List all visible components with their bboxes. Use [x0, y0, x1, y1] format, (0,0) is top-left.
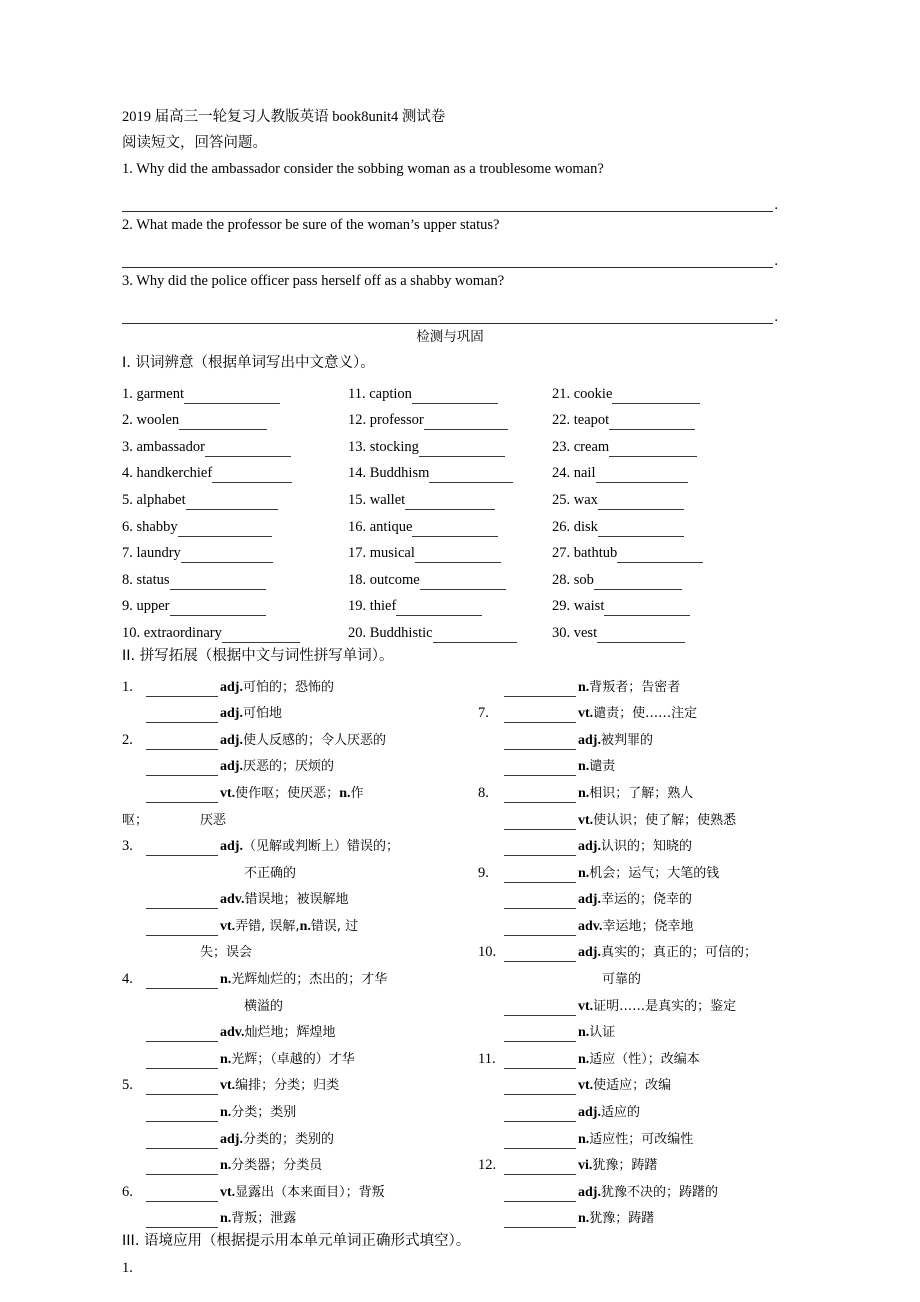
spelling-row	[122, 1122, 478, 1149]
spelling-answer-blank[interactable]	[504, 1189, 576, 1202]
spelling-row-number: 9.	[478, 864, 489, 881]
chinese-gloss: 弄错, 误解,	[235, 918, 300, 934]
vocab-answer-blank[interactable]	[594, 577, 682, 590]
vocab-item	[552, 544, 778, 563]
vocab-word: 8. status	[122, 571, 170, 588]
chinese-gloss: 显露出（本来面目）；背叛	[235, 1184, 385, 1200]
vocab-item	[552, 464, 778, 483]
spelling-row	[478, 803, 778, 830]
vocab-word: 20. Buddhistic	[348, 624, 433, 641]
chinese-gloss: 机会；运气；大笔的钱	[589, 865, 720, 881]
chinese-gloss: 使适应；改编	[593, 1078, 672, 1094]
chinese-gloss: 背叛者；告密者	[589, 679, 681, 695]
part-of-speech: adv.	[220, 892, 245, 908]
chinese-gloss: 适应性；可改编性	[589, 1131, 694, 1147]
chinese-gloss: 相识；了解；熟人	[589, 785, 694, 801]
spelling-answer-blank[interactable]	[504, 843, 576, 856]
vocab-answer-blank[interactable]	[598, 524, 684, 537]
spelling-row	[122, 1175, 478, 1202]
vocab-word: 14. Buddhism	[348, 465, 430, 482]
spelling-row	[478, 909, 778, 936]
part-of-speech: n.	[578, 759, 590, 775]
vocab-word: 21. cookie	[552, 385, 613, 402]
spelling-answer-blank[interactable]	[504, 763, 576, 776]
answer-rule	[122, 310, 773, 324]
spelling-answer-blank[interactable]	[504, 684, 576, 697]
spelling-row-number: 6.	[122, 1183, 133, 1200]
part-of-speech: n.	[578, 1131, 590, 1147]
spelling-answer-blank[interactable]	[504, 1056, 576, 1069]
spelling-wrap-line	[122, 856, 478, 883]
part-of-speech: adj.	[220, 839, 243, 855]
chinese-gloss: 犹豫不决的；踌躇的	[600, 1184, 718, 1200]
vocab-word: 26. disk	[552, 518, 598, 535]
vocab-item	[122, 544, 348, 563]
vocab-answer-blank[interactable]	[598, 497, 684, 510]
spelling-row	[478, 936, 778, 963]
vocab-word: 5. alphabet	[122, 491, 186, 508]
vocab-row	[122, 616, 778, 643]
spelling-row-number: 3.	[122, 838, 133, 855]
spelling-row	[478, 1069, 778, 1096]
answer-period: .	[774, 197, 778, 213]
chinese-gloss: 编排；分类；归类	[235, 1078, 340, 1094]
vocab-answer-blank[interactable]	[612, 391, 700, 404]
vocab-row	[122, 483, 778, 510]
wrap-text-indent: 可靠的	[602, 972, 642, 988]
vocab-answer-blank[interactable]	[222, 630, 300, 643]
answer-period: .	[774, 309, 778, 325]
spelling-answer-blank[interactable]	[504, 870, 576, 883]
section-one-heading: I. 识词辨意（根据单词写出中文意义）。	[122, 355, 375, 371]
spelling-answer-blank[interactable]	[504, 790, 576, 803]
part-of-speech: adv.	[578, 918, 603, 934]
spelling-row	[122, 1149, 478, 1176]
answer-line-2[interactable]	[122, 238, 778, 268]
spelling-row	[478, 750, 778, 777]
spelling-answer-blank[interactable]	[146, 896, 218, 909]
vocab-answer-blank[interactable]	[179, 417, 267, 430]
spelling-answer-blank[interactable]	[504, 1136, 576, 1149]
spelling-row	[122, 1016, 478, 1043]
spelling-answer-blank[interactable]	[504, 923, 576, 936]
vocab-word: 1. garment	[122, 385, 185, 402]
part-of-speech-secondary: n.	[339, 785, 351, 801]
vocab-row	[122, 430, 778, 457]
vocab-answer-blank[interactable]	[212, 470, 292, 483]
chinese-gloss: 谴责；使……注定	[593, 706, 698, 722]
spelling-row	[478, 723, 778, 750]
vocab-item	[122, 518, 348, 537]
spelling-answer-blank[interactable]	[146, 976, 218, 989]
reading-question-2: 2. What made the professor be sure of the woman’s upper status?	[122, 217, 500, 233]
spelling-answer-blank[interactable]	[146, 737, 218, 750]
vocab-word: 13. stocking	[348, 438, 419, 455]
reading-question-3: 3. Why did the police officer pass herself off as a shabby woman?	[122, 273, 505, 289]
part-of-speech: adj.	[578, 732, 601, 748]
spelling-row	[478, 670, 778, 697]
vocab-answer-blank[interactable]	[396, 603, 482, 616]
part-of-speech: n.	[578, 1025, 590, 1041]
vocab-word: 4. handkerchief	[122, 465, 213, 482]
part-of-speech: n.	[220, 972, 232, 988]
vocab-answer-blank[interactable]	[412, 524, 498, 537]
vocab-word: 12. professor	[348, 412, 424, 429]
reading-question-1: 1. Why did the ambassador consider the sobbing woman as a troublesome woman?	[122, 161, 604, 177]
chinese-gloss: 分类；类别	[231, 1105, 297, 1121]
spelling-row	[122, 750, 478, 777]
vocab-item	[348, 571, 552, 590]
vocab-item	[348, 597, 552, 616]
vocab-grid	[122, 377, 778, 643]
vocab-item	[348, 438, 552, 457]
part-of-speech: adj.	[220, 679, 243, 695]
vocab-answer-blank[interactable]	[617, 550, 703, 563]
section-three-item-1: 1.	[122, 1260, 133, 1277]
section-two-heading: II. 拼写拓展（根据中文与词性拼写单词）。	[122, 647, 394, 664]
vocab-answer-blank[interactable]	[186, 497, 278, 510]
spelling-answer-blank[interactable]	[504, 1029, 576, 1042]
spelling-row-number: 12.	[478, 1157, 497, 1174]
spelling-row	[122, 776, 478, 803]
spelling-row	[478, 776, 778, 803]
spelling-row	[122, 670, 478, 697]
vocab-word: 30. vest	[552, 624, 598, 641]
chinese-gloss: 犹豫；踌躇	[589, 1211, 655, 1227]
vocab-item	[348, 491, 552, 510]
section-divider: 检测与巩固	[416, 329, 484, 345]
chinese-gloss: 灿烂地；辉煌地	[244, 1025, 336, 1041]
vocab-word: 29. waist	[552, 598, 605, 615]
spelling-row	[122, 1069, 478, 1096]
vocab-answer-blank[interactable]	[604, 603, 690, 616]
part-of-speech: adj.	[578, 892, 601, 908]
chinese-gloss: 使人反感的；令人厌恶的	[242, 732, 386, 748]
vocab-item	[122, 411, 348, 430]
spelling-answer-blank[interactable]	[504, 1082, 576, 1095]
spelling-answer-blank[interactable]	[146, 1029, 218, 1042]
spelling-row	[478, 830, 778, 857]
vocab-item	[552, 491, 778, 510]
vocab-word: 11. caption	[348, 385, 412, 402]
part-of-speech: vt.	[220, 1078, 236, 1094]
vocab-answer-blank[interactable]	[609, 444, 697, 457]
vocab-row	[122, 404, 778, 431]
spelling-row	[122, 1042, 478, 1069]
spelling-row	[122, 830, 478, 857]
chinese-gloss: 背叛；泄露	[231, 1211, 297, 1227]
vocab-word: 22. teapot	[552, 412, 610, 429]
vocab-word: 2. woolen	[122, 412, 180, 429]
spelling-answer-blank[interactable]	[146, 1056, 218, 1069]
vocab-answer-blank[interactable]	[596, 470, 688, 483]
part-of-speech: vt.	[578, 812, 594, 828]
part-of-speech: n.	[578, 785, 590, 801]
spelling-answer-blank[interactable]	[146, 1215, 218, 1228]
spelling-left-column	[122, 670, 478, 1228]
vocab-answer-blank[interactable]	[429, 470, 513, 483]
part-of-speech: n.	[578, 1051, 590, 1067]
worksheet-body	[122, 104, 778, 1282]
part-of-speech: vt.	[220, 918, 236, 934]
vocab-answer-blank[interactable]	[170, 577, 266, 590]
spelling-row-number: 1.	[122, 678, 133, 695]
vocab-item	[552, 411, 778, 430]
vocab-word: 27. bathtub	[552, 545, 618, 562]
vocab-word: 15. wallet	[348, 491, 406, 508]
vocab-answer-blank[interactable]	[405, 497, 495, 510]
spelling-answer-blank[interactable]	[146, 843, 218, 856]
vocab-item	[552, 571, 778, 590]
part-of-speech: adj.	[220, 759, 243, 775]
spelling-row	[478, 1175, 778, 1202]
part-of-speech: adj.	[220, 1131, 243, 1147]
spelling-row	[478, 1042, 778, 1069]
wrap-text-indent: 横溢的	[244, 998, 284, 1014]
vocab-word: 28. sob	[552, 571, 594, 588]
vocab-word: 24. nail	[552, 465, 596, 482]
vocab-item	[348, 518, 552, 537]
chinese-gloss: （见解或判断上）错误的；	[242, 839, 399, 855]
vocab-item	[348, 544, 552, 563]
spelling-answer-blank[interactable]	[146, 710, 218, 723]
answer-period: .	[774, 253, 778, 269]
part-of-speech: n.	[578, 865, 590, 881]
part-of-speech: vt.	[220, 1184, 236, 1200]
vocab-answer-blank[interactable]	[415, 550, 501, 563]
chinese-gloss: 幸运地；侥幸地	[602, 918, 694, 934]
chinese-gloss: 认识的；知晓的	[600, 839, 692, 855]
part-of-speech: vt.	[578, 706, 594, 722]
spelling-row	[478, 697, 778, 724]
vocab-item	[552, 438, 778, 457]
spelling-row	[478, 1095, 778, 1122]
spelling-right-column	[478, 670, 778, 1228]
spelling-row	[478, 1149, 778, 1176]
spelling-row-number: 11.	[478, 1050, 496, 1067]
spelling-answer-blank[interactable]	[146, 1162, 218, 1175]
chinese-gloss: 证明……是真实的；鉴定	[593, 998, 737, 1014]
part-of-speech: adj.	[578, 1105, 601, 1121]
vocab-answer-blank[interactable]	[181, 550, 273, 563]
spelling-row-number: 10.	[478, 944, 497, 961]
vocab-word: 9. upper	[122, 598, 170, 615]
vocab-answer-blank[interactable]	[419, 444, 505, 457]
spelling-row	[478, 1122, 778, 1149]
chinese-gloss-secondary: 错误, 过	[310, 918, 359, 934]
wrap-text-left: 呕；	[122, 812, 149, 828]
spelling-answer-blank[interactable]	[504, 896, 576, 909]
vocab-item	[348, 624, 552, 643]
answer-line-1[interactable]	[122, 182, 778, 212]
vocab-item	[122, 385, 348, 404]
vocab-item	[552, 597, 778, 616]
vocab-row	[122, 590, 778, 617]
chinese-gloss: 适应（性）；改编本	[589, 1051, 700, 1067]
chinese-gloss-secondary: 作	[350, 785, 364, 801]
chinese-gloss: 使认识；使了解；使熟悉	[593, 812, 737, 828]
spelling-row-number: 7.	[478, 705, 489, 722]
spelling-columns	[122, 670, 778, 1228]
spelling-row	[478, 883, 778, 910]
part-of-speech: n.	[578, 679, 590, 695]
vocab-item	[348, 411, 552, 430]
spelling-row	[122, 1095, 478, 1122]
page-title: 2019 届高三一轮复习人教版英语 book8unit4 测试卷	[122, 109, 446, 125]
spelling-answer-blank[interactable]	[146, 684, 218, 697]
spelling-row	[122, 697, 478, 724]
vocab-item	[122, 624, 348, 643]
vocab-word: 3. ambassador	[122, 438, 205, 455]
part-of-speech: n.	[220, 1211, 232, 1227]
chinese-gloss: 适应的	[600, 1105, 640, 1121]
vocab-answer-blank[interactable]	[412, 391, 498, 404]
vocab-item	[348, 464, 552, 483]
spelling-row	[478, 1016, 778, 1043]
part-of-speech: adj.	[578, 945, 601, 961]
spelling-row	[478, 856, 778, 883]
chinese-gloss: 使作呕；使厌恶；	[235, 785, 340, 801]
spelling-answer-blank[interactable]	[504, 1215, 576, 1228]
spelling-row	[478, 989, 778, 1016]
spelling-wrap-line	[478, 962, 778, 989]
part-of-speech: vi.	[578, 1158, 593, 1174]
spelling-answer-blank[interactable]	[146, 1109, 218, 1122]
spelling-answer-blank[interactable]	[504, 1162, 576, 1175]
vocab-answer-blank[interactable]	[433, 630, 517, 643]
chinese-gloss: 犹豫；踌躇	[592, 1158, 658, 1174]
part-of-speech: adj.	[220, 706, 243, 722]
vocab-item	[552, 385, 778, 404]
spelling-answer-blank[interactable]	[146, 790, 218, 803]
chinese-gloss: 光辉灿烂的；杰出的；才华	[231, 972, 388, 988]
chinese-gloss: 分类器；分类员	[231, 1158, 323, 1174]
chinese-gloss: 可怕地	[242, 706, 282, 722]
spelling-answer-blank[interactable]	[504, 710, 576, 723]
spelling-answer-blank[interactable]	[146, 923, 218, 936]
spelling-answer-blank[interactable]	[146, 1136, 218, 1149]
chinese-gloss: 分类的；类别的	[242, 1131, 334, 1147]
chinese-gloss: 认证	[589, 1025, 616, 1041]
vocab-answer-blank[interactable]	[597, 630, 685, 643]
wrap-text-indent: 失；误会	[200, 945, 253, 961]
spelling-answer-blank[interactable]	[146, 1189, 218, 1202]
part-of-speech: n.	[220, 1051, 232, 1067]
vocab-word: 18. outcome	[348, 571, 420, 588]
vocab-item	[122, 491, 348, 510]
spelling-wrap-line	[122, 936, 478, 963]
vocab-item	[348, 385, 552, 404]
vocab-word: 17. musical	[348, 545, 415, 562]
vocab-item	[552, 518, 778, 537]
part-of-speech: n.	[220, 1105, 232, 1121]
part-of-speech: vt.	[578, 998, 594, 1014]
answer-rule	[122, 254, 773, 268]
chinese-gloss: 厌恶的；厌烦的	[242, 759, 334, 775]
vocab-answer-blank[interactable]	[424, 417, 508, 430]
vocab-answer-blank[interactable]	[178, 524, 272, 537]
vocab-answer-blank[interactable]	[170, 603, 266, 616]
part-of-speech: n.	[220, 1158, 232, 1174]
vocab-word: 7. laundry	[122, 545, 181, 562]
vocab-item	[122, 597, 348, 616]
spelling-row-number: 5.	[122, 1077, 133, 1094]
spelling-row	[478, 1202, 778, 1229]
spelling-row	[122, 1202, 478, 1229]
spelling-row	[122, 723, 478, 750]
part-of-speech: adv.	[220, 1025, 245, 1041]
vocab-row	[122, 563, 778, 590]
spelling-row-number: 8.	[478, 784, 489, 801]
vocab-word: 19. thief	[348, 598, 397, 615]
chinese-gloss: 幸运的；侥幸的	[600, 892, 692, 908]
spelling-answer-blank[interactable]	[504, 1003, 576, 1016]
chinese-gloss: 可怕的；恐怖的	[242, 679, 334, 695]
answer-line-3[interactable]	[122, 294, 778, 324]
vocab-item	[122, 571, 348, 590]
part-of-speech: n.	[578, 1211, 590, 1227]
spelling-row	[122, 962, 478, 989]
vocab-answer-blank[interactable]	[184, 391, 280, 404]
chinese-gloss: 光辉；（卓越的）才华	[231, 1051, 355, 1067]
vocab-item	[122, 464, 348, 483]
wrap-text-indent: 不正确的	[244, 865, 297, 881]
vocab-item	[552, 624, 778, 643]
vocab-answer-blank[interactable]	[205, 444, 291, 457]
vocab-row	[122, 510, 778, 537]
part-of-speech: adj.	[220, 732, 243, 748]
spelling-answer-blank[interactable]	[146, 1082, 218, 1095]
reading-prompt: 阅读短文，回答问题。	[122, 135, 267, 151]
chinese-gloss: 被判罪的	[600, 732, 653, 748]
part-of-speech: vt.	[220, 785, 236, 801]
vocab-answer-blank[interactable]	[420, 577, 506, 590]
wrap-text-indent: 厌恶	[200, 812, 227, 828]
vocab-answer-blank[interactable]	[609, 417, 695, 430]
part-of-speech: adj.	[578, 1184, 601, 1200]
vocab-word: 16. antique	[348, 518, 413, 535]
spelling-answer-blank[interactable]	[504, 1109, 576, 1122]
spelling-answer-blank[interactable]	[504, 737, 576, 750]
section-three-heading: III. 语境应用（根据提示用本单元单词正确形式填空）。	[122, 1233, 471, 1250]
part-of-speech: adj.	[578, 839, 601, 855]
spelling-wrap-line	[122, 989, 478, 1016]
spelling-row	[122, 909, 478, 936]
part-of-speech-secondary: n.	[299, 918, 311, 934]
spelling-answer-blank[interactable]	[146, 763, 218, 776]
spelling-answer-blank[interactable]	[504, 817, 576, 830]
vocab-row	[122, 377, 778, 404]
chinese-gloss: 谴责	[589, 759, 616, 775]
chinese-gloss: 真实的；真正的；可信的；	[600, 945, 757, 961]
vocab-word: 23. cream	[552, 438, 610, 455]
spelling-row-number: 2.	[122, 731, 133, 748]
spelling-row	[122, 883, 478, 910]
vocab-row	[122, 457, 778, 484]
vocab-row	[122, 537, 778, 564]
chinese-gloss: 错误地；被误解地	[244, 892, 349, 908]
vocab-word: 25. wax	[552, 491, 598, 508]
vocab-word: 6. shabby	[122, 518, 178, 535]
answer-rule	[122, 198, 773, 212]
vocab-item	[122, 438, 348, 457]
spelling-wrap-line	[122, 803, 478, 830]
vocab-word: 10. extraordinary	[122, 624, 222, 641]
part-of-speech: vt.	[578, 1078, 594, 1094]
spelling-answer-blank[interactable]	[504, 949, 576, 962]
spelling-row-number: 4.	[122, 971, 133, 988]
